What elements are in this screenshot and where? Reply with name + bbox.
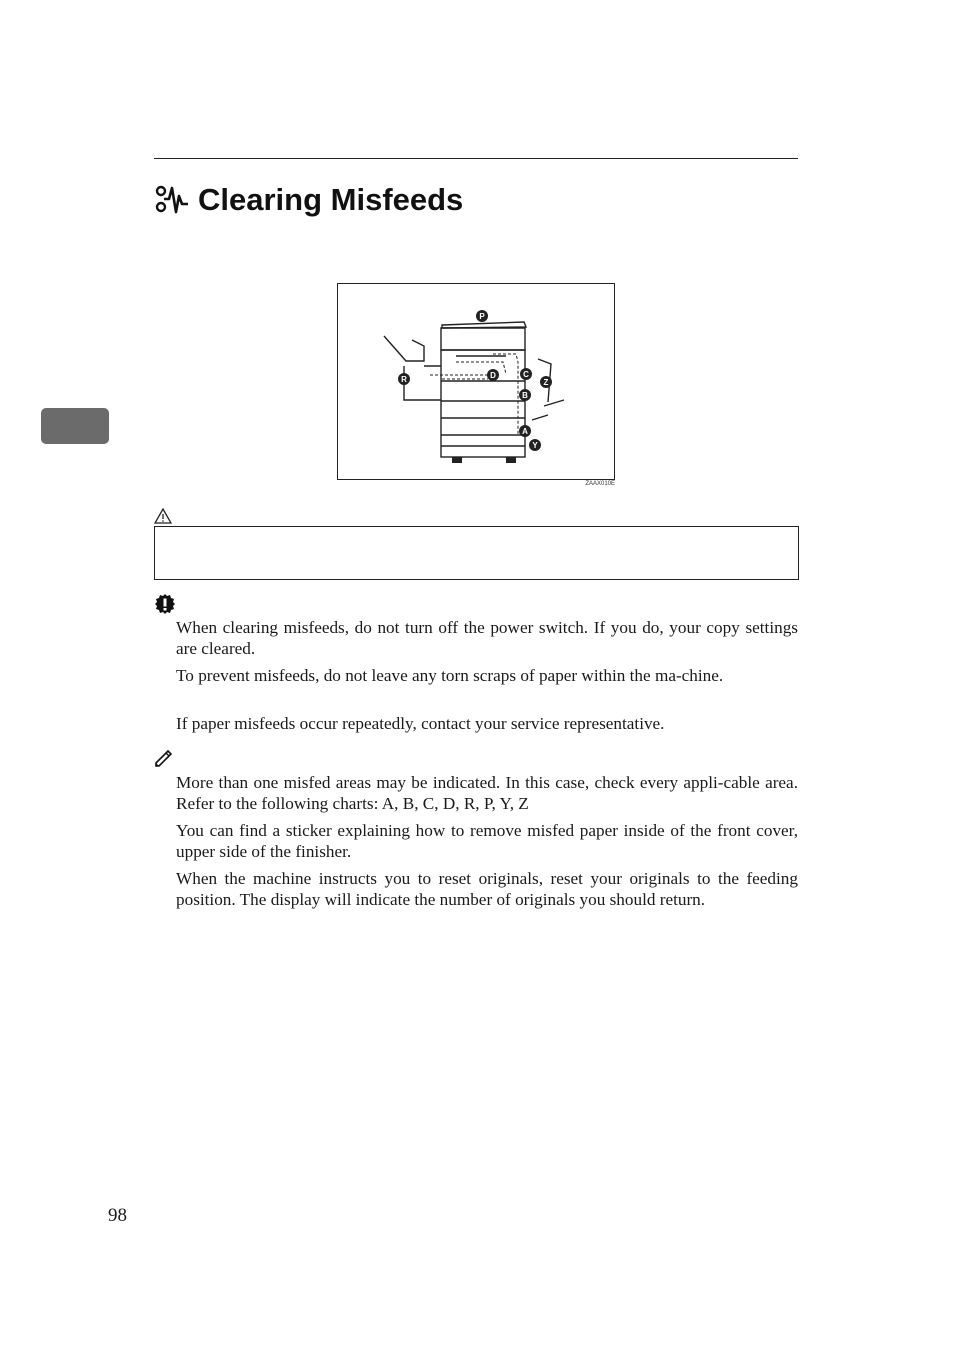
important-item: When clearing misfeeds, do not turn off the power switch. If you do, your copy settings are cleared. [176,618,798,658]
important-item: To prevent misfeeds, do not leave any torn scraps of paper within the ma-chine. [176,666,724,685]
page-number: 98 [108,1205,127,1226]
warning-triangle-icon [154,508,172,524]
copier-illustration [337,283,615,480]
note-pencil-icon [154,747,174,767]
misfeed-wave-icon [154,182,190,218]
callout-y: Y [532,441,538,450]
callout-c: C [523,370,529,379]
note-item: You can find a sticker explaining how to remove misfed paper inside of the front cover, upper side of the finisher. [176,821,798,861]
callout-r: R [401,375,407,384]
top-rule [154,158,798,159]
callout-z: Z [543,378,549,387]
chapter-tab [41,408,109,444]
callout-a: A [522,427,528,436]
page-title [154,178,463,222]
figure-code: ZAAX010E [585,481,615,487]
page-title-text: Clearing Misfeeds [198,182,464,217]
callout-p: P [479,312,485,321]
important-item: If paper misfeeds occur repeatedly, contact your service representative. [176,714,665,733]
callout-b: B [522,391,528,400]
copier-diagram [338,284,614,479]
callout-d: D [490,371,496,380]
important-badge-icon [154,593,176,615]
note-item: When the machine instructs you to reset originals, reset your originals to the feeding position. The display will indicate the number of originals you should return. [176,869,798,909]
warning-box [154,526,799,580]
note-item: More than one misfed areas may be indicated. In this case, check every appli-cable area. Refer to the following charts: A, B, C, D, R, P, Y, Z [176,773,798,813]
